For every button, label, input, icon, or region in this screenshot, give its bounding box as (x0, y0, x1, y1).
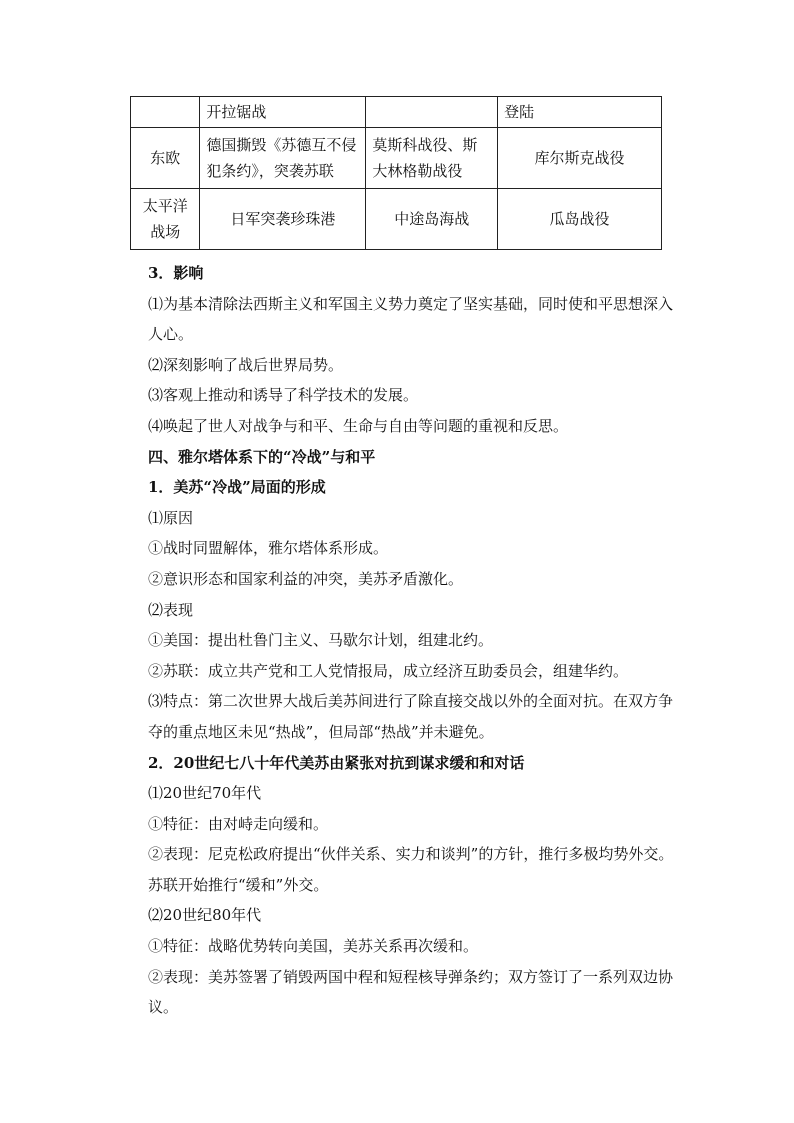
table-cell (131, 97, 200, 128)
paragraph: ①特征：由对峙走向缓和。 (148, 814, 329, 833)
paragraph: ①美国：提出杜鲁门主义、马歇尔计划，组建北约。 (148, 631, 494, 650)
paragraph: ②意识形态和国家利益的冲突，美苏矛盾激化。 (148, 569, 464, 588)
paragraph: ⑶客观上推动和诱导了科学技术的发展。 (148, 386, 419, 405)
battles-table (130, 96, 662, 250)
paragraph: ⑵20世纪80年代 (148, 906, 262, 925)
paragraph: ⑴20世纪70年代 (148, 784, 262, 803)
section-heading: 3．影响 (148, 264, 204, 282)
paragraph: ②表现：尼克松政府提出“伙伴关系、实力和谈判”的方针，推行多极均势外交。苏联开始推行“缓和”外交。 (148, 845, 674, 894)
table-row (131, 189, 662, 250)
table-row (131, 97, 662, 128)
table-cell: 登陆 (498, 97, 662, 128)
paragraph: ②苏联：成立共产党和工人党情报局，成立经济互助委员会，组建华约。 (148, 661, 629, 680)
section-heading: 1．美苏“冷战”局面的形成 (148, 478, 326, 497)
paragraph: ⑴原因 (148, 508, 194, 527)
paragraph: ⑷唤起了世人对战争与和平、生命与自由等问题的重视和反思。 (148, 416, 569, 435)
table-cell: 德国撕毁《苏德互不侵犯条约》，突袭苏联 (200, 128, 366, 189)
paragraph: ②表现：美苏签署了销毁两国中程和短程核导弹条约；双方签订了一系列双边协议。 (148, 967, 674, 1017)
table-cell: 库尔斯克战役 (498, 128, 662, 189)
section-heading: 2．20世纪七八十年代美苏由紧张对抗到谋求缓和和对话 (148, 753, 525, 772)
section-heading: 四、雅尔塔体系下的“冷战”与和平 (148, 447, 376, 466)
paragraph: ⑶特点：第二次世界大战后美苏间进行了除直接交战以外的全面对抗。在双方争夺的重点地区未见“热战”，但局部“热战”并未避免。 (148, 692, 674, 741)
table-cell: 瓜岛战役 (498, 189, 662, 250)
paragraph: ⑴为基本清除法西斯主义和军国主义势力奠定了坚实基础，同时使和平思想深入人心。 (148, 294, 674, 344)
body-text (120, 258, 680, 1023)
table-cell: 日军突袭珍珠港 (200, 189, 366, 250)
table-cell: 开拉锯战 (200, 97, 366, 128)
paragraph: ⑵表现 (148, 600, 194, 619)
paragraph: ⑵深刻影响了战后世界局势。 (148, 355, 344, 374)
table-cell: 莫斯科战役、斯大林格勒战役 (366, 128, 498, 189)
table-cell (366, 97, 498, 128)
table-cell: 中途岛海战 (366, 189, 498, 250)
paragraph: ①特征：战略优势转向美国，美苏关系再次缓和。 (148, 937, 479, 956)
table-cell-region: 太平洋战场 (131, 189, 200, 250)
paragraph: ①战时同盟解体，雅尔塔体系形成。 (148, 539, 389, 558)
table-row (131, 128, 662, 189)
table-cell-region: 东欧 (131, 128, 200, 189)
